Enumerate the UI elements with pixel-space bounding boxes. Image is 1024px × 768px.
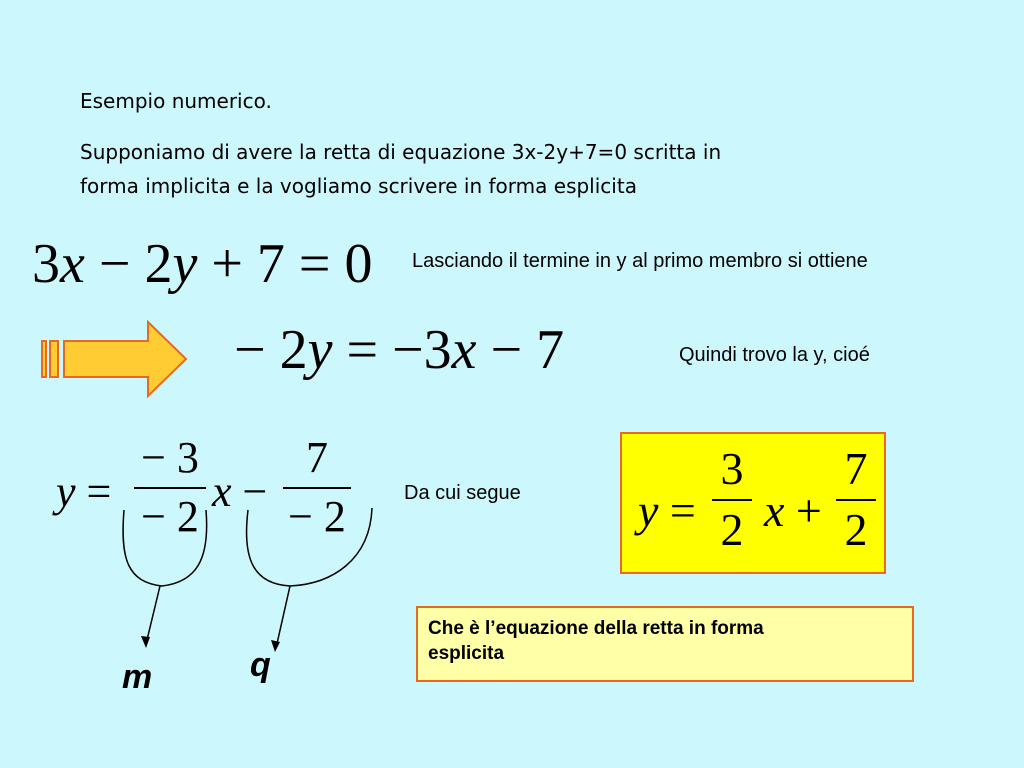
eq1-coef-b: 2 [144,233,173,295]
eq4-plus: + [784,485,822,536]
eq4-lhs [638,485,696,536]
eq2-const: 7 [536,319,565,381]
conclusion-line-1: Che è l’equazione della retta in forma [428,618,764,639]
eq2-neg: − [392,319,424,381]
intro-title: Esempio numerico. [80,89,272,113]
eq1-var-x: x [60,233,85,295]
label-m: m [122,658,153,696]
eq3-frac2-numerator: 7 [306,433,328,482]
eq4-frac1-bar [712,499,752,501]
pointer-arrow-icon [276,586,290,648]
eq1-equals: = [284,233,345,295]
eq1-coef-a: 3 [32,233,60,295]
eq4-frac2-bar [836,499,876,501]
brace-slope [123,510,207,586]
eq3-frac2-bar [283,487,351,489]
pointer-arrow-head-m [141,636,150,648]
intro-line-2: forma implicita e la vogliamo scrivere in forma esplicita [80,174,637,198]
eq1-zero: 0 [344,233,373,295]
note-find-y: Quindi trovo la y, cioé [679,344,870,366]
eq3-minus: − [231,467,268,516]
eq2-var-x: x [451,319,477,381]
eq4-frac1-denominator: 2 [720,504,744,555]
equation-implicit [32,233,373,295]
eq2-minus-2: − [476,319,537,381]
eq3-equals: = [75,467,112,516]
eq4-frac1-numerator: 3 [720,443,744,494]
annotation-braces [110,500,390,660]
eq4-fraction-slope [712,443,752,555]
label-q: q [250,646,271,684]
equation-isolated-y [234,319,565,381]
eq3-lhs [56,467,112,516]
eq2-minus: − [234,319,280,381]
eq1-minus: − [84,233,145,295]
eq1-var-y: y [172,233,198,295]
eq4-frac2-denominator: 2 [844,504,868,555]
intro-line-1: Supponiamo di avere la retta di equazione 3x-2y+7=0 scritta in [80,140,722,164]
eq3-var-y: y [56,467,76,516]
eq1-const: 7 [256,233,285,295]
pointer-arrow-head-q [271,640,280,652]
block-right-arrow-icon [38,318,192,400]
eq3-frac1-numerator: − 3 [141,433,199,482]
eq4-equals: = [658,485,696,536]
brace-intercept [247,508,372,586]
eq2-coef-b: 3 [423,319,452,381]
eq3-var-x: x [212,467,232,516]
eq2-var-y: y [307,319,333,381]
eq2-coef-a: 2 [279,319,308,381]
note-first-member: Lasciando il termine in y al primo membro si ottiene [412,250,868,272]
note-follows: Da cui segue [404,482,521,504]
eq3-frac2-denominator: − 2 [288,492,346,541]
result-box [620,432,886,574]
eq4-fraction-intercept [836,443,876,555]
eq3-frac1-bar [134,487,206,489]
conclusion-line-2: esplicita [428,643,505,664]
eq4-middle [764,485,822,536]
eq2-equals: = [332,319,393,381]
eq4-var-x: x [764,485,785,536]
eq4-var-y: y [638,485,659,536]
conclusion-box [416,606,914,682]
eq4-frac2-numerator: 7 [844,443,868,494]
eq1-plus: + [197,233,257,295]
eq3-frac1-denominator: − 2 [141,492,199,541]
pointer-arrow-icon [146,586,160,644]
